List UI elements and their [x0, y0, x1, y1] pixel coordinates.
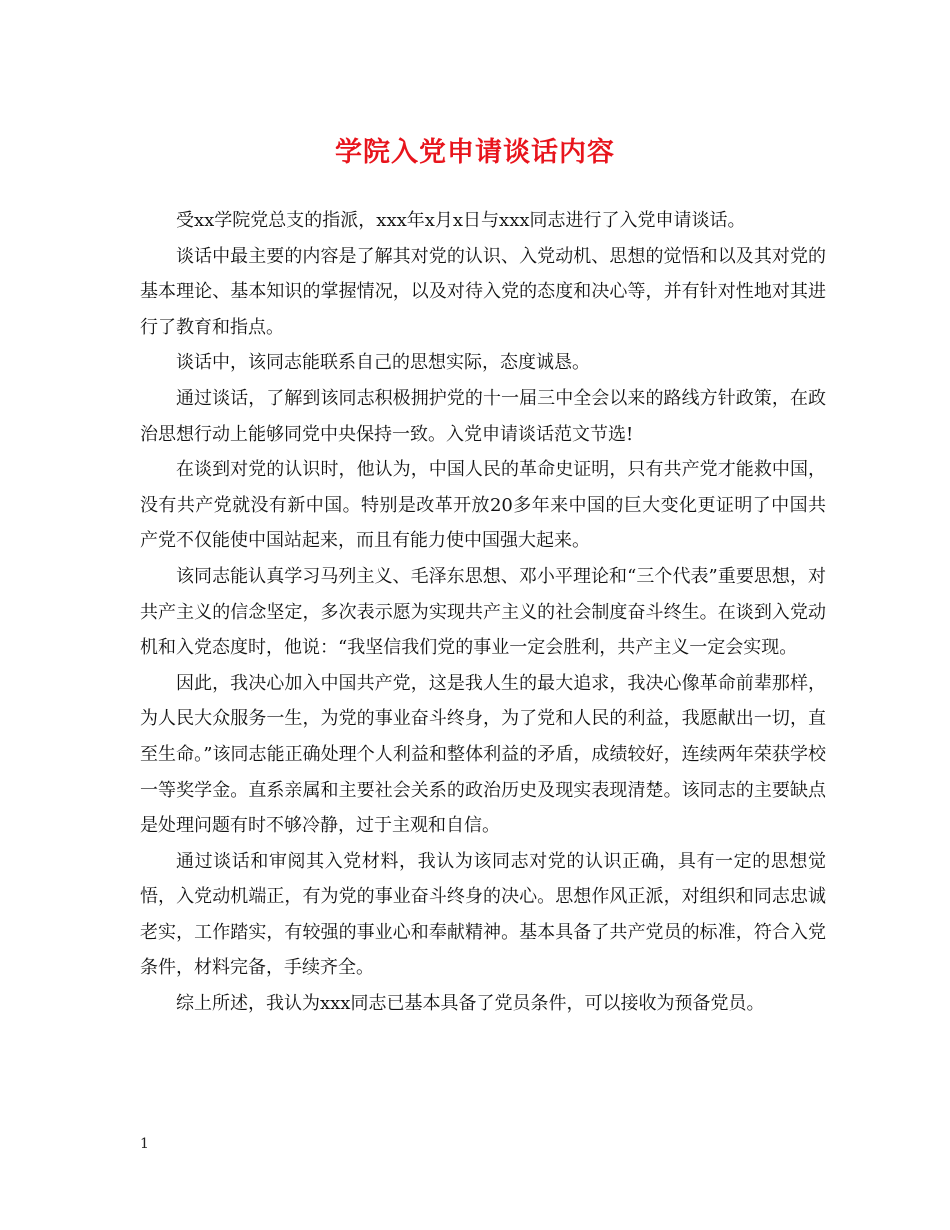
paragraph: 谈话中最主要的内容是了解其对党的认识、入党动机、思想的觉悟和以及其对党的基本理论、基本知识的掌握情况，以及对待入党的态度和决心等，并有针对性地对其进行了教育和指点。 [140, 245, 826, 338]
paragraph: 通过谈话，了解到该同志积极拥护党的十一届三中全会以来的路线方针政策，在政治思想行动上能够同党中央保持一致。入党申请谈话范文节选! [140, 387, 826, 445]
document-title: 学院入党申请谈话内容 [335, 137, 615, 168]
paragraph: 受xx学院党总支的指派，xxx年x月x日与xxx同志进行了入党申请谈话。 [176, 210, 746, 231]
paragraph: 通过谈话和审阅其入党材料，我认为该同志对党的认识正确，具有一定的思想觉悟，入党动机端正，有为党的事业奋斗终身的决心。思想作风正派，对组织和同志忠诚老实，工作踏实，有较强的事业心和奉献精神。基本具备了共产党员的标准，符合入党条件，材料完备，手续齐全。 [140, 850, 826, 979]
paragraph: 谈话中，该同志能联系自己的思想实际，态度诚恳。 [176, 352, 590, 374]
paragraph: 在谈到对党的认识时，他认为，中国人民的革命史证明，只有共产党才能救中国，没有共产党就没有新中国。特别是改革开放20多年来中国的巨大变化更证明了中国共产党不仅能使中国站起来，而且有能力使中国强大起来。 [140, 459, 826, 552]
document-body [140, 203, 826, 1022]
page-number: 1 [140, 1136, 149, 1152]
paragraph: 因此，我决心加入中国共产党，这是我人生的最大追求，我决心像革命前辈那样，为人民大众服务一生，为党的事业奋斗终身，为了党和人民的利益，我愿献出一切，直至生命。”该同志能正确处理个人利益和整体利益的矛盾，成绩较好，连续两年荣获学校一等奖学金。直系亲属和主要社会关系的政治历史及现实表现清楚。该同志的主要缺点是处理问题有时不够冷静，过于主观和自信。 [140, 672, 826, 837]
paragraph: 该同志能认真学习马列主义、毛泽东思想、邓小平理论和“三个代表”重要思想，对共产主义的信念坚定，多次表示愿为实现共产主义的社会制度奋斗终生。在谈到入党动机和入党态度时，他说：“我坚信我们党的事业一定会胜利，共产主义一定会实现。 [140, 565, 826, 659]
paragraph: 综上所述，我认为xxx同志已基本具备了党员条件，可以接收为预备党员。 [176, 993, 765, 1015]
